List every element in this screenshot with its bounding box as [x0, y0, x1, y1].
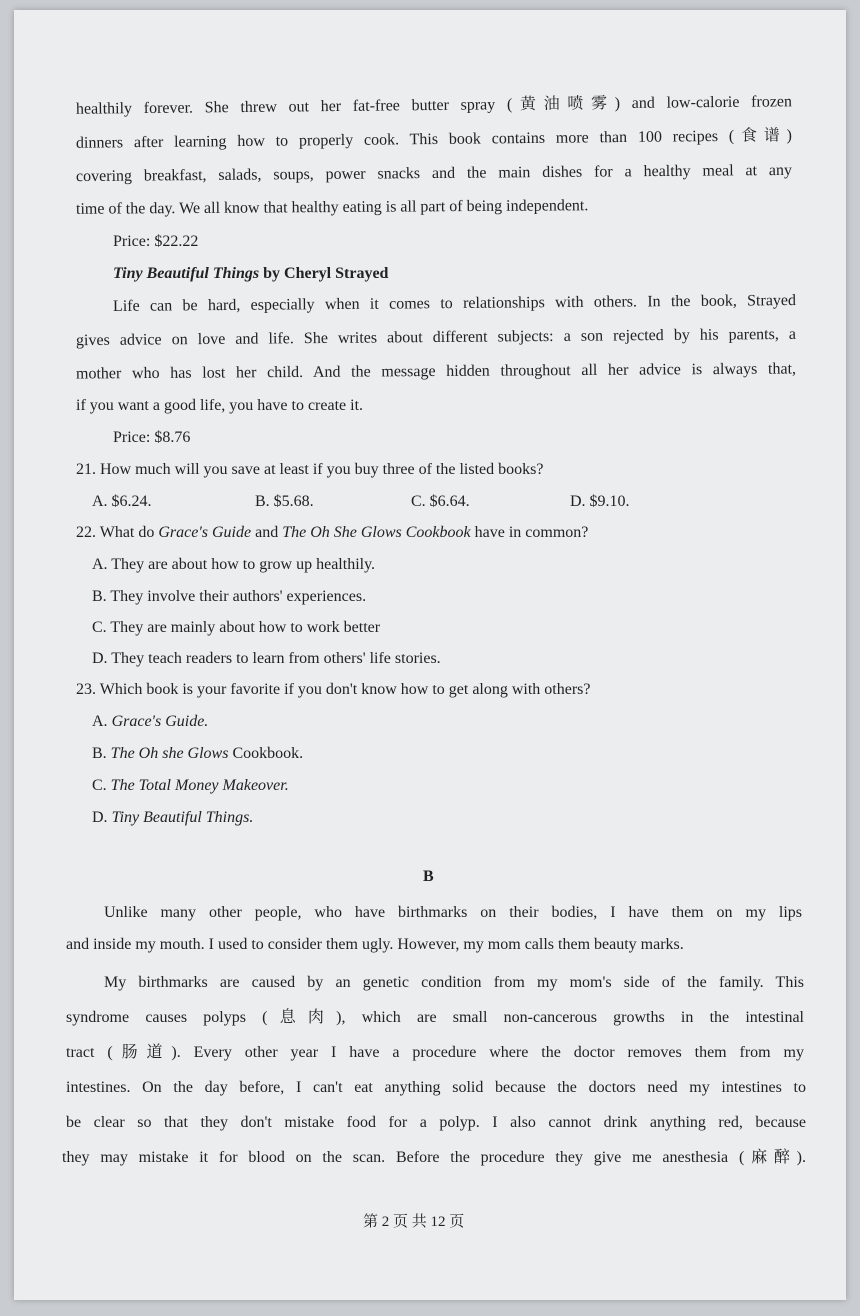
q23-option-c: C. The Total Money Makeover.	[92, 777, 289, 794]
passage-line: dinners after learning how to properly cook. This book contains more than 100 recipes (食谱)	[75, 127, 793, 152]
passage-line: time of the day. We all know that healthy eating is all part of being independent.	[75, 197, 589, 218]
q22-option-a: A. They are about how to grow up healthily.	[92, 556, 376, 573]
passage-line: if you want a good life, you have to create it.	[76, 397, 364, 414]
price-label: Price: $8.76	[113, 429, 191, 446]
q22-option-c: C. They are mainly about how to work better	[92, 619, 381, 636]
book-byline: by Cheryl Strayed	[259, 265, 389, 282]
passage-line: tract (肠道). Every other year I have a procedure where the doctor removes them from my	[66, 1044, 804, 1061]
passage-line: healthily forever. She threw out her fat-free butter spray (黄油喷雾) and low-calorie frozen	[75, 93, 793, 118]
passage-line: and inside my mouth. I used to consider them ugly. However, my mom calls them beauty marks.	[66, 936, 684, 953]
passage-line: gives advice on love and life. She writes about different subjects: a son rejected by his parents, a	[75, 325, 797, 350]
q23-option-a: A. Grace's Guide.	[92, 713, 209, 730]
passage-line: Unlike many other people, who have birthmarks on their bodies, I have them on my lips	[104, 904, 802, 921]
book-title: Tiny Beautiful Things	[113, 265, 260, 282]
question-21-stem: 21. How much will you save at least if you buy three of the listed books?	[76, 461, 544, 478]
q22-option-d: D. They teach readers to learn from others' life stories.	[92, 650, 441, 667]
q23-option-b: B. The Oh she Glows Cookbook.	[92, 745, 304, 762]
passage-line: they may mistake it for blood on the scan. Before the procedure they give me anesthesia (麻醉).	[62, 1149, 806, 1166]
price-label: Price: $22.22	[113, 233, 199, 250]
q21-option-d: D. $9.10.	[570, 493, 630, 510]
passage-line: mother who has lost her child. And the message hidden throughout all her advice is always that,	[75, 360, 797, 383]
section-heading-b: B	[423, 868, 434, 885]
passage-line: covering breakfast, salads, soups, power snacks and the main dishes for a healthy meal at any	[75, 161, 793, 186]
passage-line: syndrome causes polyps (息肉), which are small non-cancerous growths in the intestinal	[66, 1009, 804, 1026]
passage-line: intestines. On the day before, I can't eat anything solid because the doctors need my intestines to	[66, 1079, 806, 1096]
page-footer: 第 2 页 共 12 页	[363, 1214, 465, 1230]
passage-line: Life can be hard, especially when it comes to relationships with others. In the book, Strayed	[112, 292, 797, 315]
question-23-stem: 23. Which book is your favorite if you don't know how to get along with others?	[76, 681, 591, 698]
q22-option-b: B. They involve their authors' experiences.	[92, 588, 367, 605]
book-heading	[113, 264, 388, 284]
q23-option-d: D. Tiny Beautiful Things.	[92, 809, 254, 826]
passage-line: be clear so that they don't mistake food for a polyp. I also cannot drink anything red, because	[66, 1114, 806, 1131]
q21-option-c: C. $6.64.	[411, 493, 470, 510]
q21-option-a: A. $6.24.	[92, 493, 152, 510]
question-22-stem: 22. What do Grace's Guide and The Oh She Glows Cookbook have in common?	[76, 524, 589, 541]
passage-line: My birthmarks are caused by an genetic condition from my mom's side of the family. This	[104, 974, 804, 991]
q21-option-b: B. $5.68.	[255, 493, 314, 510]
